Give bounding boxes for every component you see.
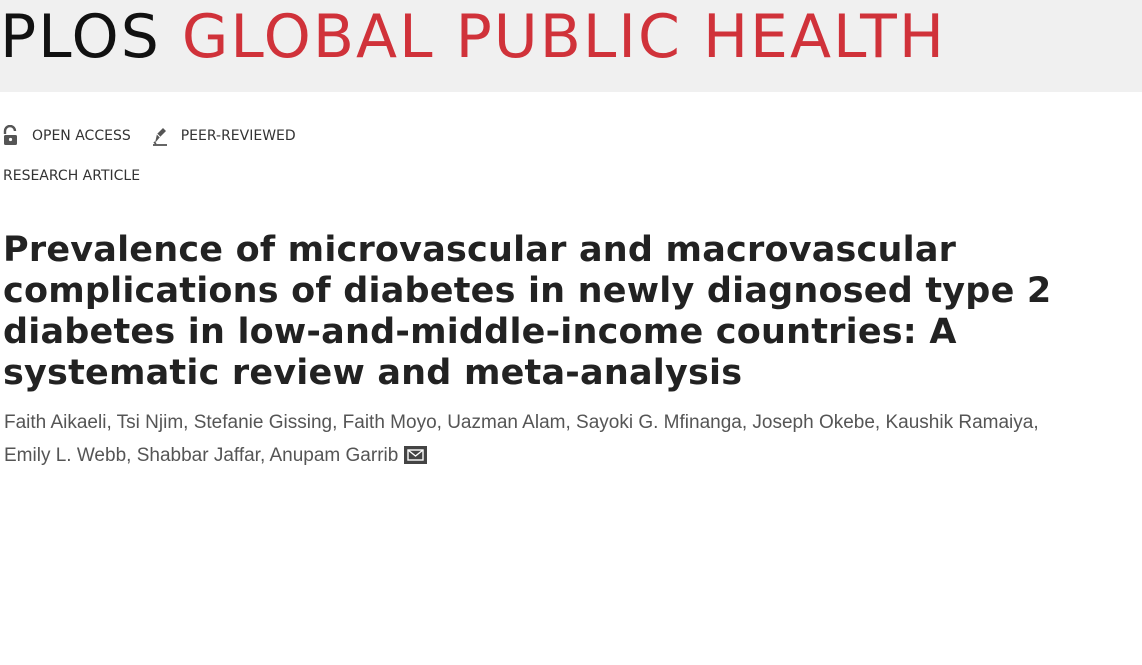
open-access-badge[interactable] xyxy=(2,125,131,147)
author-link[interactable]: Tsi Njim, xyxy=(116,412,189,433)
author-list xyxy=(4,406,1134,472)
article-title: Prevalence of microvascular and macrovascular complications of diabetes in newly diagnosed type 2 diabetes in low-and-middle-income countries: A systematic review and meta-analysis xyxy=(3,230,1052,393)
journal-name: GLOBAL PUBLIC HEALTH xyxy=(181,2,946,72)
author-link[interactable]: Faith Moyo, xyxy=(342,412,442,433)
journal-header xyxy=(0,0,1142,92)
author-link[interactable]: Sayoki G. Mfinanga, xyxy=(576,412,748,433)
peer-reviewed-badge[interactable] xyxy=(151,125,296,147)
author-link[interactable]: Emily L. Webb, xyxy=(4,445,132,466)
author-link[interactable]: Kaushik Ramaiya, xyxy=(885,412,1039,433)
journal-prefix: PLOS xyxy=(0,2,161,72)
peer-reviewed-label: PEER-REVIEWED xyxy=(180,128,296,144)
journal-logo[interactable] xyxy=(0,2,946,72)
author-link[interactable]: Anupam Garrib xyxy=(269,445,399,466)
article-type: RESEARCH ARTICLE xyxy=(3,168,141,184)
author-link[interactable]: Faith Aikaeli, xyxy=(4,412,112,433)
author-link[interactable]: Uazman Alam, xyxy=(447,412,571,433)
open-access-label: OPEN ACCESS xyxy=(32,128,131,144)
article-badges xyxy=(2,124,296,148)
author-link[interactable]: Joseph Okebe, xyxy=(752,412,881,433)
pen-icon xyxy=(151,125,169,147)
open-lock-icon xyxy=(2,125,20,147)
author-link[interactable]: Stefanie Gissing, xyxy=(193,412,338,433)
mail-icon[interactable] xyxy=(404,446,427,464)
author-link[interactable]: Shabbar Jaffar, xyxy=(136,445,266,466)
